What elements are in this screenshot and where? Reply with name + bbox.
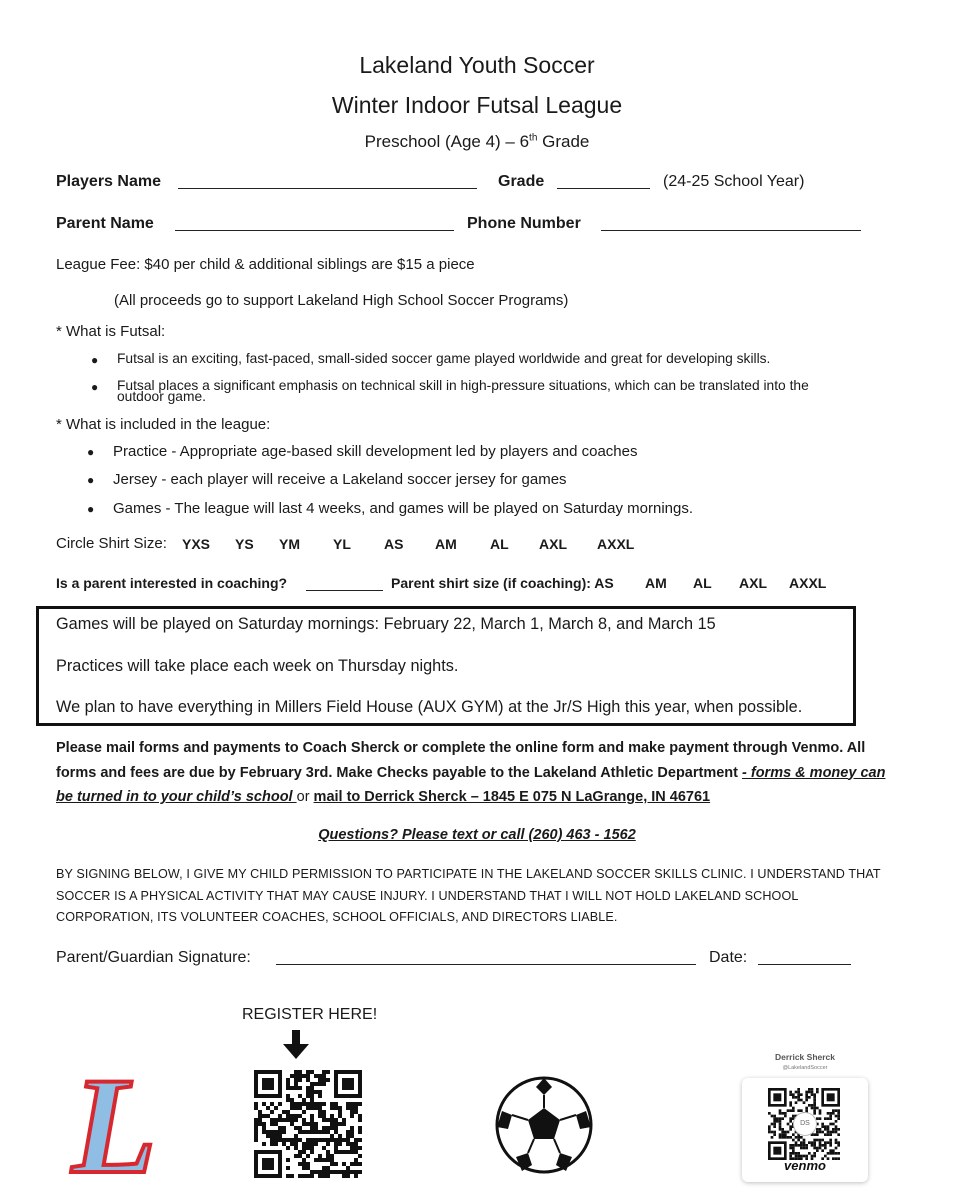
futsal-bullet-continuation: outdoor game. xyxy=(117,389,206,404)
venmo-avatar: DS xyxy=(793,1112,817,1136)
included-item: ● Practice - Appropriate age-based skill development led by players and coaches xyxy=(113,443,637,460)
waiver-text: BY SIGNING BELOW, I GIVE MY CHILD PERMISSION TO PARTICIPATE IN THE LAKELAND SOCCER SKILLS CLINIC. I UNDERSTAND THAT SOCCER IS A PHYSICAL ACTIVITY THAT MAY CAUSE INJURY. I UNDERSTAND THAT I WILL NOT HOLD LAKELAND SCHOOL CORPORATION, ITS VOLUNTEER COACHES, SCHOOL OFFICIALS, AND DIRECTORS LIABLE. xyxy=(56,867,881,924)
shirt-size-option[interactable]: AS xyxy=(384,536,404,552)
soccer-ball-icon xyxy=(494,1075,594,1175)
futsal-heading: * What is Futsal: xyxy=(56,323,166,340)
logo-letter: L xyxy=(72,1062,157,1180)
grade-label: Grade xyxy=(498,173,545,190)
proceeds-note: (All proceeds go to support Lakeland High School Soccer Programs) xyxy=(114,292,569,309)
qr-code-icon[interactable] xyxy=(254,1070,362,1178)
school-year: (24-25 School Year) xyxy=(663,173,805,190)
location-note: We plan to have everything in Millers Field House (AUX GYM) at the Jr/S High this year, when possible. xyxy=(56,698,803,716)
age-range: Preschool (Age 4) – 6th Grade xyxy=(364,132,590,151)
players-name-label: Players Name xyxy=(56,173,161,190)
futsal-bullet: ● Futsal places a significant emphasis on technical skill in high-pressure situations, which can be translated into the xyxy=(117,378,809,393)
games-schedule: Games will be played on Saturday mornings: February 22, March 1, March 8, and March 15 xyxy=(56,615,716,633)
parent-shirt-option[interactable]: AXL xyxy=(739,575,767,591)
shirt-size-option[interactable]: YXS xyxy=(182,536,211,552)
signature-label: Parent/Guardian Signature: xyxy=(56,949,251,966)
included-item: ● Jersey - each player will receive a Lakeland soccer jersey for games xyxy=(113,471,567,488)
parent-name-label: Parent Name xyxy=(56,215,154,232)
venmo-card[interactable] xyxy=(742,1046,868,1184)
players-name-field[interactable] xyxy=(178,175,477,189)
signature-field[interactable] xyxy=(276,951,696,965)
parent-shirt-label: Parent shirt size (if coaching): AS xyxy=(391,575,614,591)
included-item: ● Games - The league will last 4 weeks, and games will be played on Saturday mornings. xyxy=(113,500,693,517)
included-heading: * What is included in the league: xyxy=(56,416,271,433)
venmo-name: Derrick Sherck xyxy=(774,1052,835,1062)
shirt-size-option[interactable]: AM xyxy=(435,536,457,552)
parent-shirt-option[interactable]: AXXL xyxy=(789,575,827,591)
parent-name-field[interactable] xyxy=(175,217,454,231)
shirt-size-option[interactable]: AL xyxy=(490,536,509,552)
futsal-bullet: ● Futsal is an exciting, fast-paced, small-sided soccer game played worldwide and great for developing skills. xyxy=(117,351,770,366)
league-title: Winter Indoor Futsal League xyxy=(331,92,623,118)
practice-schedule: Practices will take place each week on Thursday nights. xyxy=(56,657,459,675)
parent-shirt-option[interactable]: AM xyxy=(645,575,667,591)
shirt-size-option[interactable]: YS xyxy=(235,536,254,552)
down-arrow-icon xyxy=(281,1030,311,1060)
shirt-size-option[interactable]: YM xyxy=(279,536,300,552)
venmo-handle: @LakelandSoccer xyxy=(782,1065,828,1071)
lakeland-logo xyxy=(68,1062,183,1180)
phone-label: Phone Number xyxy=(467,215,581,232)
date-field[interactable] xyxy=(758,951,851,965)
grade-field[interactable] xyxy=(557,175,650,189)
shirt-size-option[interactable]: YL xyxy=(333,536,351,552)
parent-shirt-option[interactable]: AL xyxy=(693,575,712,591)
org-title: Lakeland Youth Soccer xyxy=(359,52,595,78)
coaching-question: Is a parent interested in coaching? xyxy=(56,575,288,591)
mailing-instructions: Please mail forms and payments to Coach Sherck or complete the online form and make payment through Venmo. All forms and fees are due by February 3rd. Make Checks payable to the Lakeland Athletic Department - forms & money can be turned in to your child’s school or mail to Derrick Sherck – 1845 E 075 N LaGrange, IN 46761 xyxy=(56,740,886,805)
venmo-logo: venmo xyxy=(784,1158,826,1173)
date-label: Date: xyxy=(709,949,748,966)
shirt-size-option[interactable]: AXL xyxy=(539,536,567,552)
phone-field[interactable] xyxy=(601,217,861,231)
register-label: REGISTER HERE! xyxy=(242,1006,378,1023)
questions-contact: Questions? Please text or call (260) 463 - 1562 xyxy=(318,827,636,843)
league-fee: League Fee: $40 per child & additional siblings are $15 a piece xyxy=(56,256,475,273)
shirt-size-option[interactable]: AXXL xyxy=(597,536,635,552)
shirt-size-label: Circle Shirt Size: xyxy=(56,535,167,552)
coaching-field[interactable] xyxy=(306,577,383,591)
